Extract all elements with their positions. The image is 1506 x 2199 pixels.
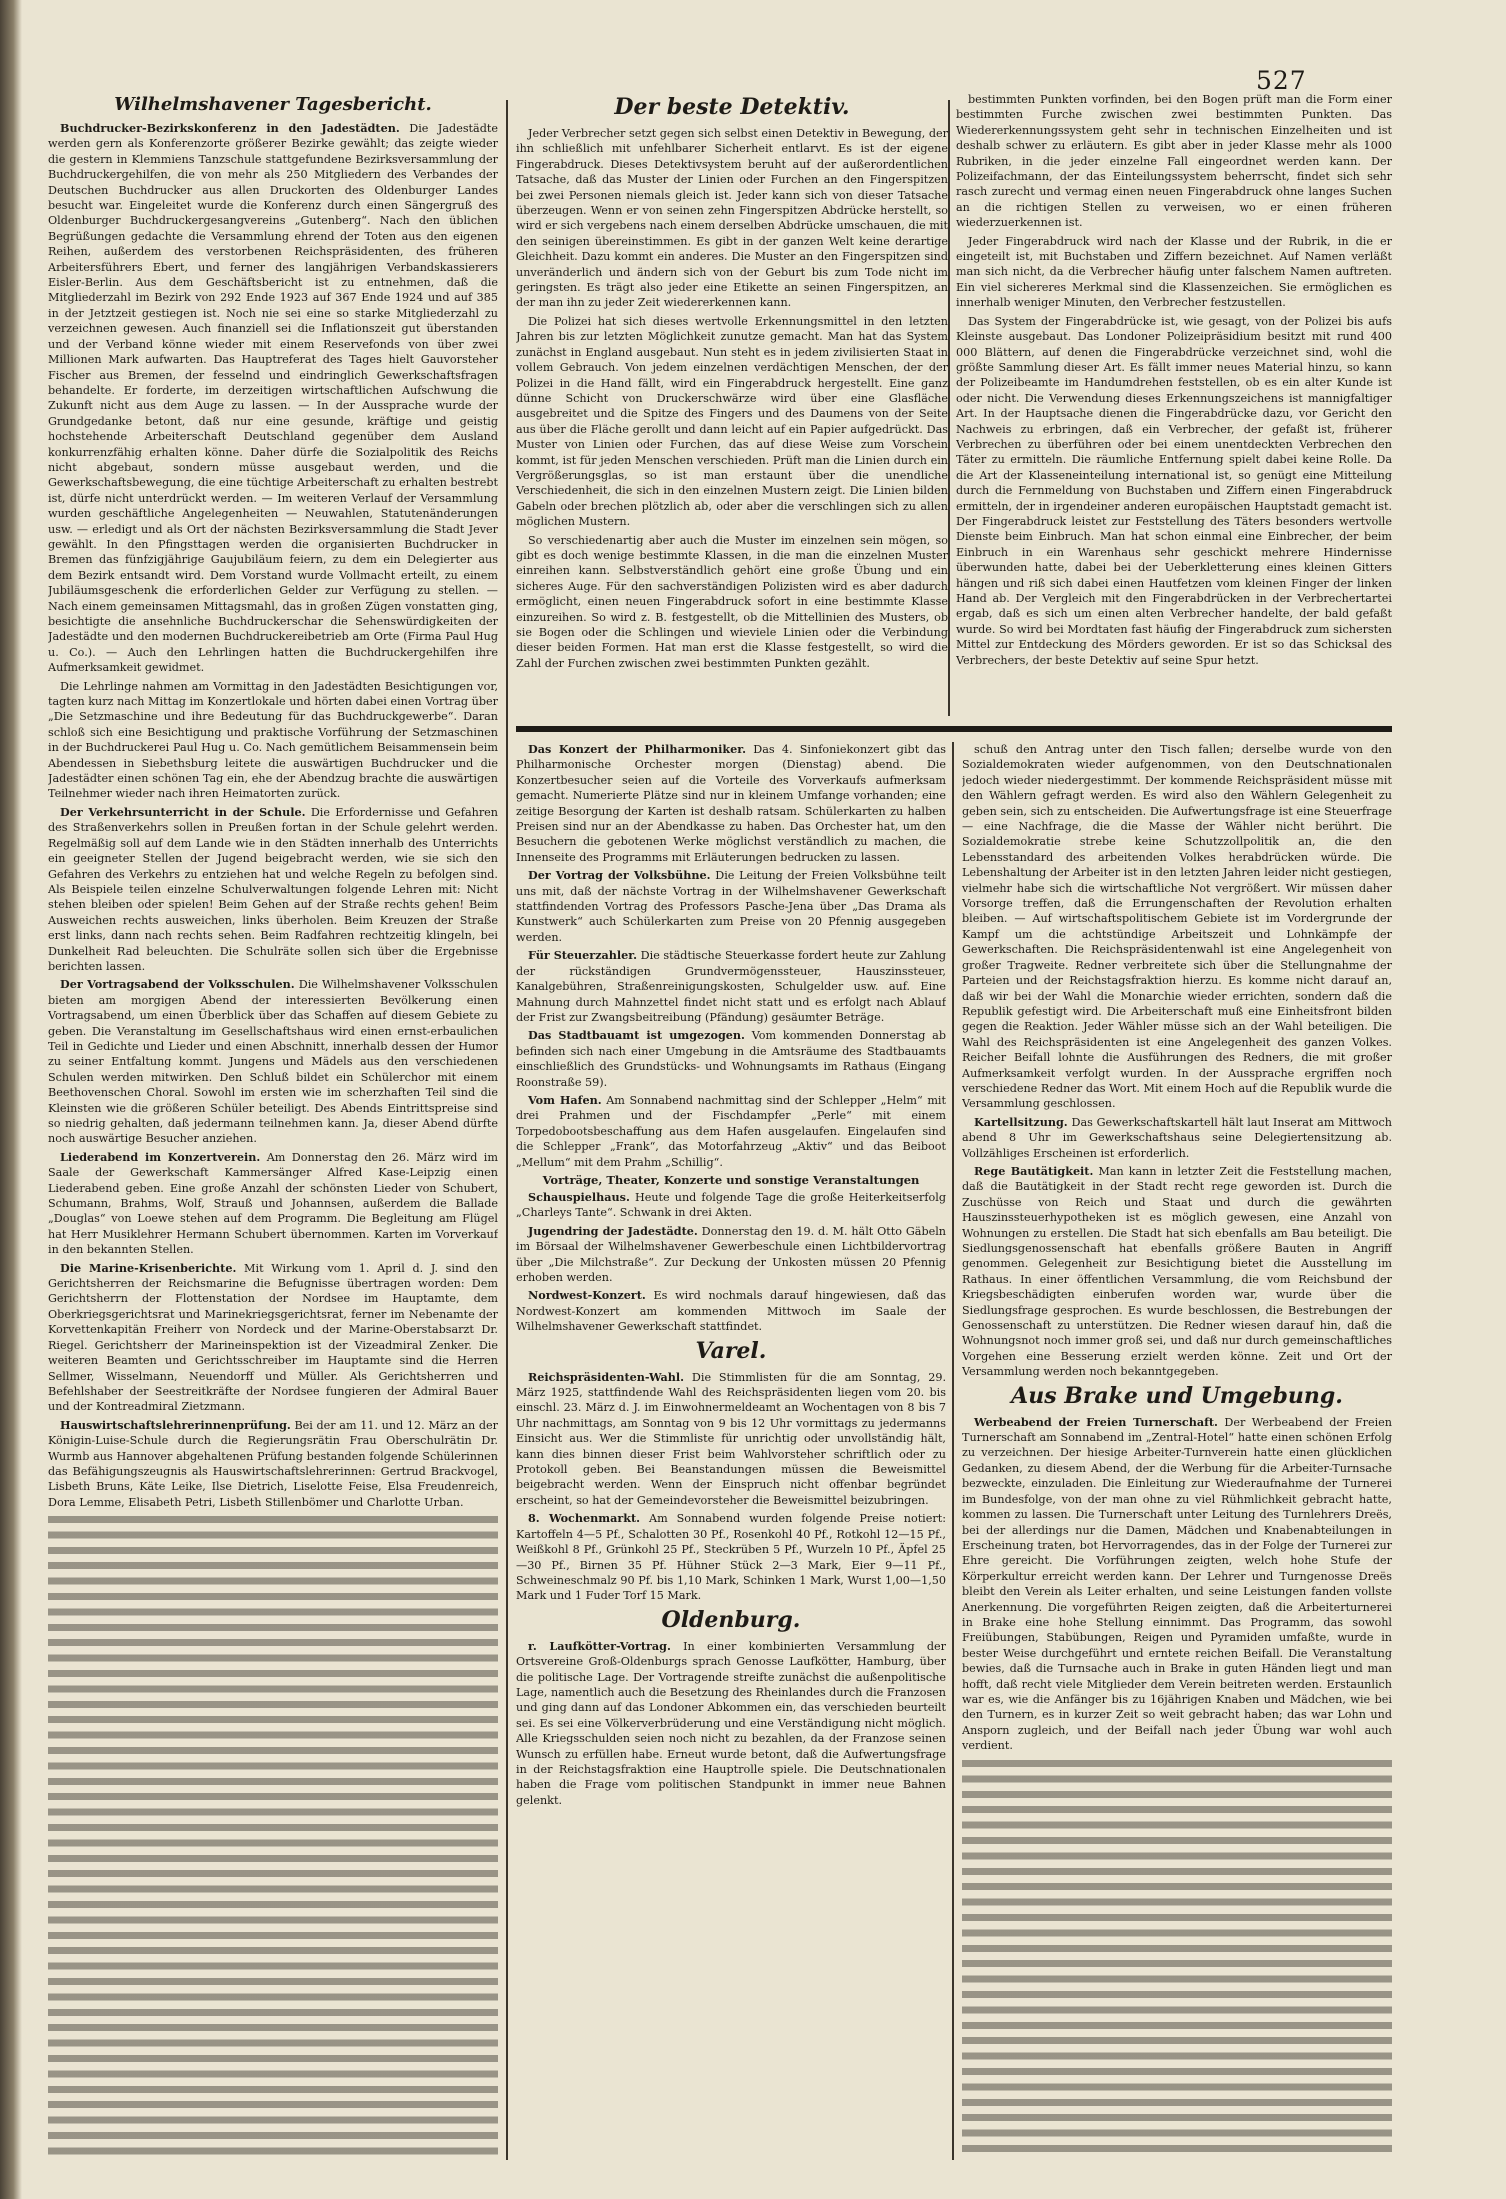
article-text: Die Leitung der Freien Volksbühne teilt uns mit, daß der nächste Vortrag in der Wilhelmshavener Gewerkschaft stattfindenden Vortrag des Professors Pasche-Jena über „Das Drama als Kunstwerk“ auch Schülerkarten zum Preise von 20 Pfennig ausgegeben werden. <box>516 869 946 944</box>
article-text: Die städtische Steuerkasse fordert heute zur Zahlung der rückständigen Grundvermögenssteuer, Hauszinssteuer, Kanalgebühren, Straßenreinigungskosten, Schulgelder usw. auf. Eine Mahnung durch Mahnzettel findet nicht statt und es erfolgt nach Ablauf der Frist zur Zwangsbeitreibung (Pfändung) gesäumter Beträge. <box>516 949 946 1024</box>
article-paragraph <box>962 1415 1392 1754</box>
article-paragraph <box>48 1418 498 1510</box>
article-lead: 8. Wochenmarkt. <box>528 1511 641 1526</box>
article-text: Am Donnerstag den 26. März wird im Saale der Gewerkschaft Kammersänger Alfred Kase-Leipzig einen Liederabend geben. Eine große Anzahl der schönsten Lieder von Schubert, Schumann, Brahms, Wolf, Strauß und Johannsen, außerdem die Ballade „Douglas“ von Loewe stehen auf dem Programm. Die Begleitung am Flügel hat Herr Musiklehrer Hermann Schubert übernommen. Karten im Vorverkauf in den bekannten Stellen. <box>48 1150 498 1257</box>
article-lead: Für Steuerzahler. <box>528 948 638 963</box>
column-detective-continued <box>956 92 1392 716</box>
article-paragraph <box>516 533 948 672</box>
column-rule-1 <box>506 100 508 2160</box>
article-lead: Nordwest-Konzert. <box>528 1288 646 1303</box>
article-lead: Reichspräsidenten-Wahl. <box>528 1369 685 1384</box>
article-paragraph <box>962 742 1392 1112</box>
section-heading: Varel. <box>695 1337 767 1364</box>
article-lead: Rege Bautätigkeit. <box>974 1163 1094 1178</box>
column-varel-brake <box>962 742 1392 2160</box>
article-paragraph <box>516 1224 946 1286</box>
article-lead: Buchdrucker-Bezirkskonferenz in den Jadestädten. <box>60 121 400 135</box>
column-rule-3 <box>952 742 954 2160</box>
article-text: Am Sonnabend nachmittag sind der Schlepper „Helm“ mit drei Prahmen und der Fischdampfer „Perle“ mit einem Torpedobootsbeschaffung aus dem Hafen ausgelaufen. Eingelaufen sind die Schlepper „Frank“, das Motorfahrzeug „Aktiv“ und das Beiboot „Mellum“ mit dem Prahm „Schillig“. <box>516 1093 946 1169</box>
article-lead: Der Vortrag der Volksbühne. <box>528 868 711 883</box>
article-lead: Liederabend im Konzertverein. <box>60 1149 261 1164</box>
column-rule-2 <box>948 100 950 716</box>
article-text: Heute und folgende Tage die große Heiterkeitserfolg „Charleys Tante“. Schwank in drei Akten. <box>516 1190 946 1220</box>
article-paragraph <box>962 1115 1392 1161</box>
article-lead: Jugendring der Jadestädte. <box>528 1223 698 1238</box>
article-paragraph <box>516 314 948 530</box>
article-text: Das System der Fingerabdrücke ist, wie gesagt, von der Polizei bis aufs Kleinste ausgebaut. Das Londoner Polizeipräsidium besitzt mit rund 400 000 Blättern, auf denen die Fingerabdrücke verzeichnet sind, wohl die größte Sammlung dieser Art. Es fällt immer neues Material hinzu, so kann der Polizeibeamte im Handumdrehen feststellen, ob es ein alter Kunde ist oder nicht. Die Verwendung dieses Erkennungszeichens ist mannigfaltiger Art. In der Hauptsache dienen die Fingerabdrücke dazu, vor Gericht den Nachweis zu erbringen, daß ein Verbrecher, der gefaßt ist, früherer Verbrechen zu überführen oder bei einem unentdeckten Verbrechen den Täter zu ermitteln. Die räumliche Entfernung spielt dabei keine Rolle. Da die Art der Klasseneinteilung international ist, so genügt eine Mitteilung durch die Fernmeldung von Buchstaben und Ziffern einen Fingerabdruck ermitteln, der in irgendeiner anderen europäischen Hauptstadt gemacht ist. Der Fingerabdruck leistet zur Feststellung des Täters besonders wertvolle Dienste beim Einbruch. Man hat schon einmal eine Einbrecher, der beim Einbruch in ein Warenhaus sehr geschickt mehrere Hindernisse überwunden hatte, dabei bei der Ueberkletterung eines kleinen Gitters hängen und riß sich dabei einen Hautfetzen vom kleinen Finger der linken Hand ab. Der Vergleich mit den Fingerabdrücken in der Verbrechertartei ergab, daß es sich um einen alten Verbrecher handelte, der bald gefaßt wurde. So wird bei Mordtaten fast häufig der Fingerabdruck zum sichersten Mittel zur Entdeckung des Mörders geworden. Er ist so das Schicksal des Verbrechers, der beste Detektiv auf seine Spur hetzt. <box>956 314 1392 667</box>
article-text: Jeder Verbrecher setzt gegen sich selbst einen Detektiv in Bewegung, der ihn schließlich mit unfehlbarer Sicherheit entlarvt. Es ist der eigene Fingerabdruck. Dieses Detektivsystem beruht auf der außerordentlichen Tatsache, daß das Muster der Linien oder Furchen an den Fingerspitzen bei zwei Personen niemals gleich ist. Jeder kann sich von dieser Tatsache überzeugen. Wenn er von seinen zehn Fingerspitzen Abdrücke herstellt, so wird er sich vergebens nach einem derselben Abdrücke umschauen, die mit den seinigen übereinstimmen. Es gibt in der ganzen Welt keine derartige Gleichheit. Dazu kommt ein anderes. Die Muster an den Fingerspitzen sind unveränderlich und ändern sich von der Geburt bis zum Tode nicht im geringsten. Es trägt also jeder eine Etikette an seinen Fingerspitzen, an der man ihn zu jeder Zeit wiedererkennen kann. <box>516 127 948 310</box>
article-text: Bei der am 11. und 12. März an der Königin-Luise-Schule durch die Regierungsrätin Frau Oberschulrätin Dr. Wurmb aus Hannover abgehaltenen Prüfung bestanden folgende Schülerinnen das Befähigungszeugnis als Hauswirtschaftslehrerinnen: Gertrud Brackvogel, Lisbeth Bruns, Käte Leike, Ilse Dietrich, Liselotte Feise, Elsa Freudenreich, Dora Lemme, Elisabeth Petri, Lisbeth Stillenbömer und Charlotte Urban. <box>48 1418 498 1509</box>
article-paragraph <box>962 1164 1392 1380</box>
article-text: Am Sonnabend wurden folgende Preise notiert: Kartoffeln 4—5 Pf., Schalotten 30 Pf., Rosenkohl 40 Pf., Rotkohl 12—15 Pf., Weißkohl 8 Pf., Grünkohl 25 Pf., Steckrüben 5 Pf., Wurzeln 10 Pf., Äpfel 25—30 Pf., Birnen 35 Pf. Hühner Stück 2—3 Mark, Eier 9—11 Pf., Schweineschmalz 90 Pf. bis 1,10 Mark, Schinken 1 Mark, Wurst 1,00—1,50 Mark und 1 Fuder Torf 15 Mark. <box>516 1512 946 1603</box>
article-text: Der Werbeabend der Freien Turnerschaft am Sonnabend im „Zentral-Hotel“ hatte einen schönen Erfolg zu verzeichnen. Der hiesige Arbeiter-Turnverein hatte einen glücklichen Gedanken, zu diesem Abend, der die Werbung für die Arbeiter-Turnsache bezweckte, einzuladen. Die Einleitung zur Wiederaufnahme der Turnerei im Bundesfolge, von der man ohne zu viel Rühmlichkeit gebracht hatte, kommen zu lassen. Die Turnerschaft unter Leitung des Turnlehrers Dreës, bei der allerdings nur die Damen, Mädchen und Knabenabteilungen in Erscheinung traten, bot Hervorragendes, das in der Folge der Turnerei zur Ehre gereicht. Die Vorführungen zeigten, welch hohe Stufe der Körperkultur erreicht werden kann. Der Lehrer und Turngenosse Dreës bleibt den Verein als Leiter erhalten, und seine Leistungen fanden vollste Anerkennung. Die vorgeführten Reigen zeigten, daß die Arbeiterturnerei in Brake eine hohe Stellung einnimmt. Das Programm, das sowohl Freiübungen, Stabübungen, Reigen und Pyramiden umfaßte, wurde in bester Weise durchgeführt und erntete reichen Beifall. Die Veranstaltung bewies, daß die Turnsache auch in Brake in guten Händen liegt und man hofft, daß recht viele Mitglieder dem Verein beitreten werden. Erstaunlich war es, wie die Anfänger bis zu 16jährigen Knaben und Mädchen, wie bei den Turnern, es in kurzer Zeit so weit gebracht haben; das war Lohn und Ansporn zugleich, und der Beifall nach jeder Übung war wohl auch verdient. <box>962 1415 1392 1753</box>
article-paragraph <box>516 1288 946 1334</box>
page-binding-shadow <box>0 0 22 2199</box>
article-paragraph <box>516 126 948 311</box>
article-lead: Der Vortragsabend der Volksschulen. <box>60 977 295 992</box>
article-paragraph <box>516 742 946 865</box>
article-paragraph <box>48 1261 498 1415</box>
section-heading: Vorträge, Theater, Konzerte und sonstige Veranstaltungen <box>542 1172 920 1187</box>
article-lead: Kartellsitzung. <box>974 1114 1068 1129</box>
article-text: Die Polizei hat sich dieses wertvolle Erkennungsmittel in den letzten Jahren bis zur letzten Möglichkeit zunutze gemacht. Man hat das System zunächst in England ausgebaut. Nun steht es in jedem zivilisierten Staat in vollem Gebrauch. Von jedem einzelnen verdächtigen Menschen, der der Polizei in die Hand fällt, wird ein Fingerabdruck hergestellt. Eine ganz dünne Schicht von Druckerschwärze wird über eine Glasfläche ausgebreitet und die Spitze des Fingers und des Daumens von der Seite aus über die Fläche gerollt und dann leicht auf ein Papier aufgedrückt. Das Muster von Linien oder Furchen, das auf diese Weise zum Vorschein kommt, ist für jeden Menschen verschieden. Prüft man die Linien durch ein Vergrößerungsglas, so ist man erstaunt über die unendliche Verschiedenheit, die sich in den einzelnen Mustern zeigt. Die Linien bilden Gabeln oder brechen plötzlich ab, oder aber die verschlingen sich zu allen möglichen Mustern. <box>516 314 948 529</box>
article-text: So verschiedenartig aber auch die Muster im einzelnen sein mögen, so gibt es doch wenige bestimmte Klassen, in die man die einzelnen Muster einreihen kann. Selbstverständlich gehört eine große Übung und ein sicheres Auge. Für den sachverständigen Polizisten wird es aber dadurch ermöglicht, einen neuen Fingerabdruck sofort in eine bestimmte Klasse einzureihen. So wird z. B. festgestellt, ob die Mittellinien des Musters, ob sie Bogen oder die Schlingen und wieviele Linien oder die Verbindung dieser beiden Formen. Hat man erst die Klasse festgestellt, so wird die Zahl der Furchen zwischen zwei bestimmten Punkten gezählt. <box>516 533 948 670</box>
article-text: Donnerstag den 19. d. M. hält Otto Gäbeln im Börsaal der Wilhelmshavener Gewerbeschule einen Lichtbildervortrag über „Die Milchstraße“. Zur Deckung der Unkosten müssen 20 Pfennig erhoben werden. <box>516 1224 946 1284</box>
section-heading: Wilhelmshavener Tagesbericht. <box>114 94 432 115</box>
article-paragraph <box>516 1190 946 1221</box>
article-text: Es wird nochmals darauf hingewiesen, daß das Nordwest-Konzert am kommenden Mittwoch im Saale der Wilhelmshavener Gewerkschaft stattfindet. <box>516 1289 946 1334</box>
page-number: 527 <box>1256 66 1307 95</box>
article-lead: Das Konzert der Philharmoniker. <box>528 742 747 756</box>
article-paragraph <box>516 948 946 1025</box>
article-lead: Hauswirtschaftslehrerinnenprüfung. <box>60 1417 291 1432</box>
article-text: Man kann in letzter Zeit die Feststellung machen, daß die Bautätigkeit in der Stadt recht rege geworden ist. Durch die Zuschüsse von Reich und Staat und durch die gewährten Hauszinssteuerhypotheken ist es möglich gewesen, eine Anzahl von Wohnungen zu erstellen. Die Stadt hat sich ebenfalls am Bau beteiligt. Die Siedlungsgenossenschaft hat ebenfalls größere Bauten in Angriff genommen. Gelegenheit zur Besichtigung bietet die Ausstellung im Rathaus. In einer öffentlichen Versammlung, die vom Reichsbund der Kriegsbeschädigten einberufen worden war, wurde über die Siedlungsfrage gesprochen. Es wurde beschlossen, die Bestrebungen der Genossenschaft zu unterstützen. Die Redner wiesen darauf hin, daß die Wohnungsnot noch immer groß sei, und daß nur durch gemeinschaftliches Vorgehen eine Besserung erzielt werden könne. Zeit und Ort der Versammlung werden noch bekanntgegeben. <box>962 1164 1392 1379</box>
article-paragraph <box>48 1150 498 1258</box>
article-text: In einer kombinierten Versammlung der Ortsvereine Groß-Oldenburgs sprach Genosse Laufkötter, Hamburg, über die politische Lage. Der Vortragende streifte zunächst die außenpolitische Lage, namentlich auch die Besetzung des Rheinlandes durch die Franzosen und ging dann auf das Londoner Abkommen ein, das verschieden beurteilt sei. Es sei eine Völkerverbrüderung und eine Verständigung nicht möglich. Alle Kriegsschulden seien noch nicht zu bezahlen, da der Franzose seinen Wunsch zu erfüllen habe. Erneut wurde betont, daß die Aufwertungsfrage in der Reichstagsfraktion eine Hauptrolle spiele. Die Deutschnationalen haben die Frage vom politischen Standpunkt in immer neue Bahnen gelenkt. <box>516 1639 946 1807</box>
article-text: Die Erfordernisse und Gefahren des Straßenverkehrs sollen in Preußen fortan in der Schule gelehrt werden. Regelmäßig soll auf dem Lande wie in den Städten innerhalb des Unterrichts ein geeigneter Stellen der Jugend beigebracht werden, wie sie sich den Gefahren des Verkehrs zu entziehen hat und welche Regeln zu befolgen sind. Als Beispiele teilen einzelne Schulverwaltungen folgende Lehren mit: Nicht stehen bleiben oder spielen! Beim Gehen auf der Straße rechts gehen! Beim Ausweichen rechts ausweichen, links überholen. Beim Kreuzen der Straße erst links, dann nach rechts sehen. Beim Radfahren rechtzeitig klingeln, bei Dunkelheit Rad beleuchten. Die Schulräte sollen sich über die Ergebnisse berichten lassen. <box>48 805 498 973</box>
article-paragraph <box>956 314 1392 668</box>
article-text: bestimmten Punkten vorfinden, bei den Bogen prüft man die Form einer bestimmten Furche zwischen zwei bestimmten Punkten. Das Wiedererkennungssystem geht sehr in technischen Einzelheiten und ist deshalb schwer zu erläutern. Es gibt aber in jeder Klasse mehr als 1000 Rubriken, in die jeder einzelne Fall eingeordnet werden kann. Der Polizeifachmann, der das Einteilungssystem beherrscht, findet sich sehr rasch zurecht und vermag einen neuen Fingerabdruck ohne langes Suchen an die richtigen Stellen zu verweisen, wo er einen früheren wiederzuerkennen ist. <box>956 93 1392 230</box>
section-heading: Oldenburg. <box>661 1606 801 1633</box>
article-paragraph <box>516 1028 946 1090</box>
section-heading: Der beste Detektiv. <box>614 94 850 120</box>
article-text: Vom kommenden Donnerstag ab befinden sich nach einer Umgebung in die Amtsräume des Stadtbauamts einschließlich des Grundstücks- und Wohnungsamts im Rathaus (Eingang Roonstraße 59). <box>516 1029 946 1089</box>
article-text: Jeder Fingerabdruck wird nach der Klasse und der Rubrik, in die er eingeteilt ist, mit Buchstaben und Ziffern bezeichnet. Auf Namen verläßt man sich nicht, da die Verbrecher häufig unter falschem Namen auftreten. Ein viel sichereres Merkmal sind die Klassenzeichen. Sie ermöglichen es innerhalb weniger Minuten, den Verbrecher festzustellen. <box>956 234 1392 310</box>
section-heading: Aus Brake und Umgebung. <box>1011 1382 1343 1409</box>
article-paragraph <box>956 92 1392 231</box>
article-lead: Die Marine-Krisenberichte. <box>60 1260 237 1275</box>
article-text: Die Jadestädte werden gern als Konferenzorte größerer Bezirke gewählt; das zeigte wieder die gestern in Klemmiens Tanzschule stattgefundene Bezirksversammlung der Buchdruckergehilfen, die von mehr als 250 Mitgliedern des Verbandes der Deutschen Buchdrucker aus allen Druckorten des Oldenburger Landes besucht war. Eingeleitet wurde die Konferenz durch einen Sängergruß des Oldenburger Buchdruckergesangvereins „Gutenberg“. Nach den üblichen Begrüßungen gedachte die Versammlung ehrend der Toten aus den eigenen Reihen, außerdem des verstorbenen Reichspräsidenten, des früheren Arbeitersführers Ebert, und ferner des langjährigen Verbandskassierers Eisler-Berlin. Aus dem Geschäftsbericht ist zu entnehmen, daß die Mitgliederzahl im Bezirk von 292 Ende 1923 auf 367 Ende 1924 und auf 385 in der Jetztzeit gestiegen ist. Noch nie sei eine so starke Mitgliederzahl zu verzeichnen gewesen. Auch finanziell sei die Inflationszeit gut überstanden und der Verband könne wieder mit einem Reservefonds von über zwei Millionen Mark aufwarten. Das Hauptreferat des Tages hielt Gauvorsteher Fischer aus Bremen, der fesselnd und eindringlich Gewerkschaftsfragen behandelte. Er forderte, im derzeitigen wirtschaftlichen Aufschwung die Zukunft nicht aus dem Auge zu lassen. — In der Aussprache wurde der Grundgedanke betont, daß nur eine gesunde, kräftige und geistig hochstehende Arbeiterschaft Deutschland gegenüber dem Ausland konkurrenzfähig erhalten könne. Daher dürfe die Sozialpolitik des Reichs nicht abgebaut, sondern müsse ausgebaut werden, und die Gewerkschaftsbewegung, die eine tüchtige Arbeiterschaft zu erhalten bestrebt ist, dürfe nicht unterdrückt werden. — Im weiteren Verlauf der Versammlung wurden geschäftliche Angelegenheiten — Neuwahlen, Statutenänderungen usw. — erledigt und als Ort der nächsten Bezirksversammlung die Stadt Jever gewählt. In den Pfingsttagen werden die organisierten Buchdrucker in Bremen das fünfzigjährige Gaujubiläum feiern, zu dem ein Delegierter aus dem Bezirk entsandt wird. Dem Vorstand wurde Vollmacht erteilt, zu einem Jubiläumsgeschenk die erforderlichen Gelder zur Verfügung zu stellen. — Nach einem gemeinsamen Mittagsmahl, das in großen Zügen vonstatten ging, besichtigte die ansehnliche Buchdruckerschar die Sehenswürdigkeiten der Jadestädte und den modernen Buchdruckereibetrieb am Orte (Firma Paul Hug u. Co.). — Auch den Lehrlingen hatten die Buchdruckergehilfen ihre Aufmerksamkeit gewidmet. <box>48 122 498 675</box>
column-filler <box>48 1516 498 2160</box>
article-text: Die Wilhelmshavener Volksschulen bieten am morgigen Abend der interessierten Bevölkerung einen Vortragsabend, um einen Überblick über das Schaffen auf diesem Gebiete zu geben. Die Veranstaltung im Gesellschaftshaus wird einen ernst-erbaulichen Teil in Gedichte und Lieder und einen Abschnitt, innerhalb dessen der Humor zu seiner Entfaltung kommt. Jungens und Mädels aus den verschiedenen Schulen werden mitwirken. Den Schluß bildet ein Schülerchor mit einem Beethovenschen Choral. Sowohl im ersten wie im scherzhaften Teil sind die Kleinsten wie die größeren Schüler beteiligt. Des Abends Eintrittspreise sind so niedrig gehalten, daß jedermann teilnehmen kann. Ja, dieser Abend dürfte noch auswärtige Besucher anziehen. <box>48 978 498 1146</box>
article-text: Das 4. Sinfoniekonzert gibt das Philharmonische Orchester morgen (Dienstag) abend. Die Konzertbesucher seien auf die Vorteile des Vorverkaufs aufmerksam gemacht. Numerierte Plätze sind nur in kleinem Umfange vorhanden; eine zeitige Besorgung der Karten ist deshalb ratsam. Schülerkarten zu halben Preisen sind nur an der Abendkasse zu haben. Das Orchester hat, um den Besuchern die gebotenen Werke möglichst verständlich zu machen, die Innenseite des Programms mit Erläuterungen bedrucken zu lassen. <box>516 743 946 864</box>
article-lead: Das Stadtbauamt ist umgezogen. <box>528 1028 745 1043</box>
article-paragraph <box>48 121 498 676</box>
article-text: Die Stimmlisten für die am Sonntag, 29. März 1925, stattfindende Wahl des Reichspräsidenten liegen vom 20. bis einschl. 23. März d. J. im Einwohnermeldeamt an Wochentagen von 8 bis 7 Uhr nachmittags, am Sonntag von 9 bis 12 Uhr vormittags zu jedermanns Einsicht aus. Wer die Stimmliste für unrichtig oder unvollständig hält, kann dies binnen dieser Frist beim Wahlvorsteher schriftlich oder zu Protokoll geben. Bei Beanstandungen müssen die Beweismittel beigebracht werden. Wenn der Einspruch nicht offenbar begründet erscheint, so hat der Gemeindevorsteher die Beweismittel beizubringen. <box>516 1370 946 1507</box>
article-paragraph <box>48 977 498 1146</box>
article-paragraph <box>516 868 946 945</box>
article-paragraph <box>516 1639 946 1808</box>
article-paragraph <box>956 234 1392 311</box>
column-wilhelmshaven <box>48 92 498 2160</box>
article-lead: Vom Hafen. <box>528 1092 602 1107</box>
article-paragraph <box>516 1511 946 1603</box>
article-text: Das Gewerkschaftskartell hält laut Inserat am Mittwoch abend 8 Uhr im Gewerkschaftshaus seine Delegiertensitzung ab. Vollzähliges Erscheinen ist erforderlich. <box>962 1115 1392 1160</box>
article-lead: Der Verkehrsunterricht in der Schule. <box>60 804 306 819</box>
article-paragraph <box>48 805 498 974</box>
column-filler <box>962 1760 1392 2160</box>
article-text: schuß den Antrag unter den Tisch fallen; derselbe wurde von den Sozialdemokraten wieder aufgenommen, von den Deutschnationalen jedoch wieder niedergestimmt. Der kommende Reichspräsident müsse mit den Wählern gefragt werden. Es wird also den Wählern Gelegenheit zu geben sein, sich zu entscheiden. Die Aufwertungsfrage ist eine Steuerfrage — eine Nachfrage, die die Masse der Wähler nicht berührt. Die Sozialdemokratie strebe keine Schutzzollpolitik an, die den Lebensstandard des arbeitenden Volkes herabdrücken würde. Die Lebenshaltung der Arbeiter ist in den letzten Jahren leider nicht gestiegen, vielmehr habe sich die wirtschaftliche Not vergrößert. Wir müssen daher Vorsorge treffen, daß die Errungenschaften der Revolution erhalten bleiben. — Auf wirtschaftspolitischem Gebiete ist im Vordergrunde der Kampf um die achtstündige Arbeitszeit und Lohnkämpfe der Gewerkschaften. Die Reichspräsidentenwahl ist eine Angelegenheit von großer Tragweite. Redner verbreitete sich über die Stellungnahme der Parteien und der Reichstagsfraktion hierzu. Es komme nicht darauf an, daß wir bei der Wahl die Monarchie wieder errichten, sondern daß die Republik gefestigt wird. Die Arbeiterschaft muß eine Einheitsfront bilden gegen die Reaktion. Jeder Wähler müsse sich an der Wahl beteiligen. Die Wahl des Reichspräsidenten ist eine Angelegenheit des ganzen Volkes. Reicher Beifall lohnte die Ausführungen des Redners, die mit großer Aufmerksamkeit verfolgt wurden. In der Aussprache ergriffen noch verschiedene Redner das Wort. Mit einem Hoch auf die Republik wurde die Versammlung geschlossen. <box>962 743 1392 1111</box>
article-text: Die Lehrlinge nahmen am Vormittag in den Jadestädten Besichtigungen vor, tagten kurz nach Mittag im Konzertlokale und hörten dabei einen Vortrag über „Die Setzmaschine und ihre Bedeutung für das Buchdruckgewerbe“. Daran schloß sich eine Besichtigung und praktische Vorführung der Setzmaschinen in der Buchdruckerei Paul Hug u. Co. Nach gemütlichem Beisammensein beim Abendessen in Siebethsburg leitete die auswärtigen Buchdrucker und die Jadestädter einen schönen Tag ein, ehe der Abendzug brachte die auswärtigen Teilnehmer wieder nach ihren Heimatorten zurück. <box>48 679 498 801</box>
article-text: Mit Wirkung vom 1. April d. J. sind den Gerichtsherren der Reichsmarine die Befugnisse übertragen worden: Dem Gerichtsherrn der Flottenstation der Nordsee im Hauptamte, dem Oberkriegsgerichtsrat und Marinekriegsgerichtsrat, ferner im Nebenamte der Korvettenkapitän Freiherr von Nordeck und der Marine-Oberstabsarzt Dr. Riegel. Gerichtsherr der Marineinspektion ist der Vizeadmiral Zenker. Die weiteren Beamten und Gerichtsschreiber im Hauptamte sind die Herren Sellmer, Wisselmann, Neuendorff und Müller. Als Gerichtsherren und Befehlshaber der Seestreitkräfte der Nordsee fungieren der Admiral Bauer und der Kontreadmiral Zietzmann. <box>48 1261 498 1414</box>
article-lead: Schauspielhaus. <box>528 1189 630 1204</box>
article-paragraph <box>48 679 498 802</box>
column-local-news <box>516 742 946 2160</box>
horizontal-rule <box>516 726 1392 732</box>
article-lead: Werbeabend der Freien Turnerschaft. <box>974 1414 1218 1429</box>
article-paragraph <box>516 1093 946 1170</box>
article-paragraph <box>516 1370 946 1509</box>
column-detective-article <box>516 92 948 716</box>
article-lead: r. Laufkötter-Vortrag. <box>528 1638 671 1653</box>
